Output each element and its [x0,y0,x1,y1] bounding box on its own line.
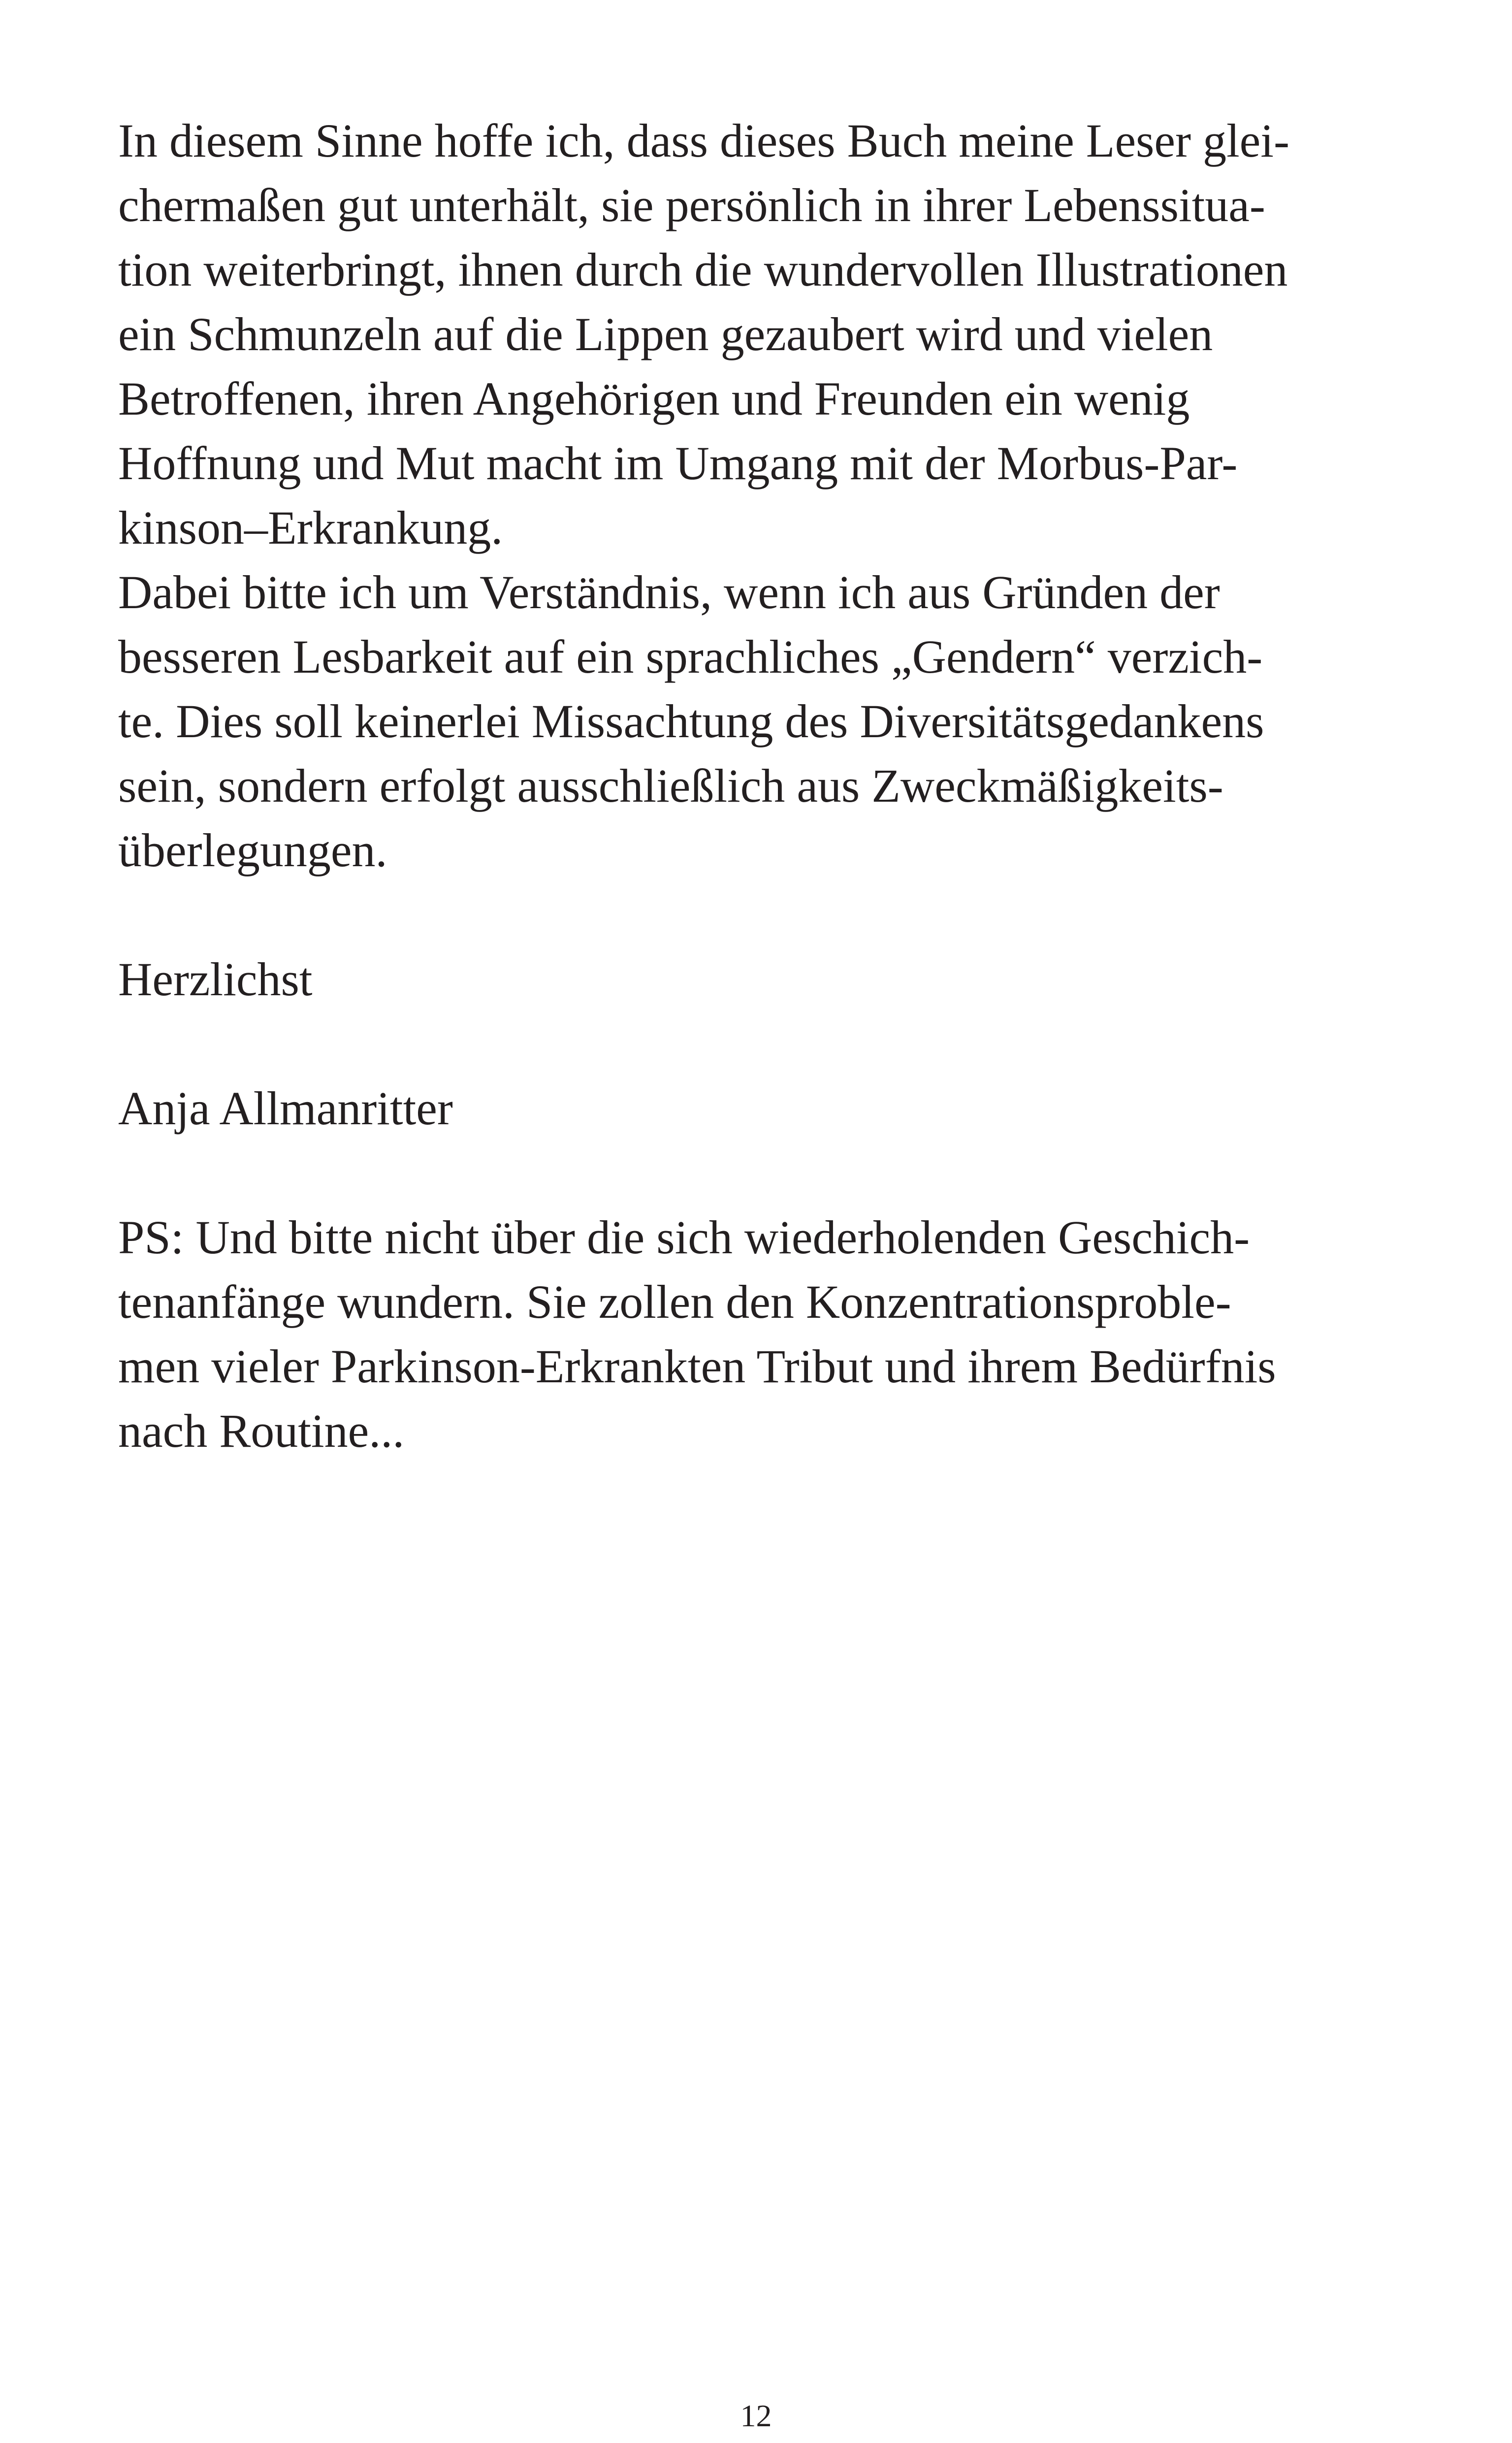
text-line: nach Routine... [118,1404,405,1457]
text-line: sein, sondern erfolgt ausschließlich aus Zweckmäßigkeits- [118,759,1223,812]
spacer [118,1011,1428,1076]
text-line: Hoffnung und Mut macht im Umgang mit der Morbus-Par- [118,437,1238,489]
spacer [118,882,1428,947]
spacer [118,1140,1428,1205]
postscript [118,1205,1428,1463]
paragraph-gender-note [118,560,1428,882]
text-line: kinson–Erkrankung. [118,501,503,554]
text-line: Betroffenen, ihren Angehörigen und Freunden ein wenig [118,372,1190,425]
text-line: tion weiterbringt, ihnen durch die wundervollen Illustrationen [118,243,1288,296]
text-line: ein Schmunzeln auf die Lippen gezaubert wird und vielen [118,308,1213,360]
text-line: tenanfänge wundern. Sie zollen den Konzentrationsproble- [118,1275,1231,1328]
author-signature: Anja Allmanritter [118,1082,453,1135]
text-line: Dabei bitte ich um Verständnis, wenn ich aus Gründen der [118,566,1220,619]
page-number: 12 [740,2398,772,2433]
text-line: men vieler Parkinson-Erkrankten Tribut und ihrem Bedürfnis [118,1340,1276,1393]
page-body [118,108,1428,1463]
paragraph-intro [118,108,1428,560]
text-line: PS: Und bitte nicht über die sich wiederholenden Geschich- [118,1211,1250,1264]
text-line: besseren Lesbarkeit auf ein sprachliches „Gendern“ verzich- [118,630,1263,683]
closing-salutation: Herzlichst [118,953,313,1006]
text-line: chermaßen gut unterhält, sie persönlich in ihrer Lebenssitua- [118,179,1265,231]
text-line: überlegungen. [118,824,387,877]
text-line: In diesem Sinne hoffe ich, dass dieses Buch meine Leser glei- [118,114,1289,167]
text-line: te. Dies soll keinerlei Missachtung des Diversitätsgedankens [118,695,1264,748]
